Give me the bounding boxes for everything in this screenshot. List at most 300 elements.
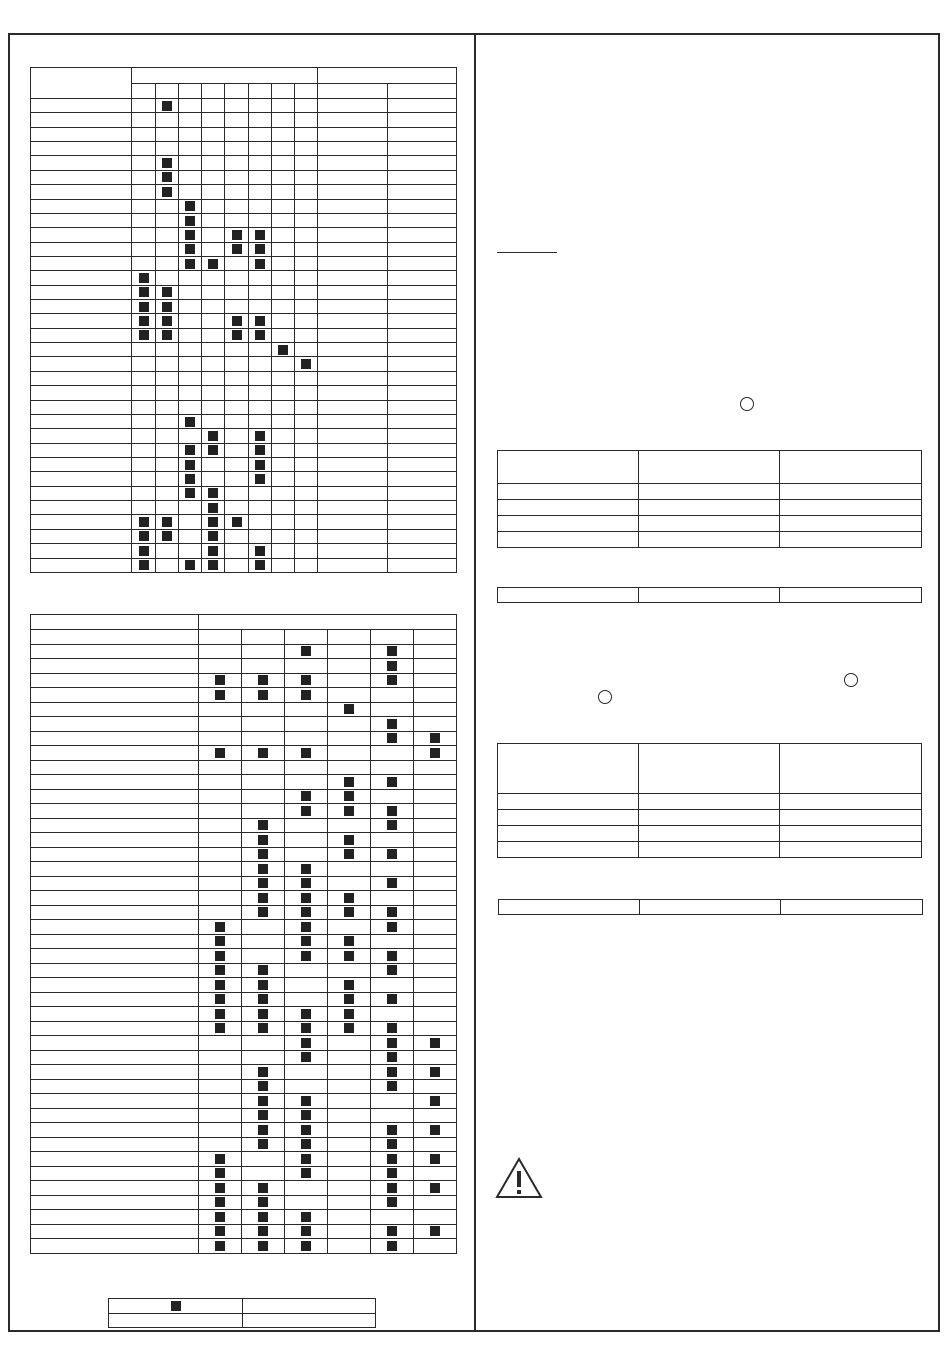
table-cell: [318, 185, 388, 199]
table-cell: [272, 185, 295, 199]
table-cell: [179, 558, 202, 572]
filled-square-icon: [258, 1139, 268, 1149]
table-cell: [328, 876, 371, 891]
table-cell: [202, 156, 225, 170]
table-cell: [132, 113, 156, 127]
switch-setting-table-1: [30, 67, 457, 573]
filled-square-icon: [208, 259, 218, 269]
table-cell: [371, 717, 414, 732]
table-cell: [132, 228, 156, 242]
table-row: [31, 702, 457, 717]
filled-square-icon: [215, 1212, 225, 1222]
table-cell: [242, 1210, 285, 1225]
warning-icon: [495, 1157, 543, 1199]
table-cell: [285, 1152, 328, 1167]
table-cell: [242, 644, 285, 659]
table-cell: [132, 357, 156, 371]
table-row: [31, 256, 457, 270]
header-cell: [31, 68, 132, 99]
filled-square-icon: [215, 951, 225, 961]
table-cell: [31, 1166, 199, 1181]
table-cell: [31, 285, 132, 299]
filled-square-icon: [208, 517, 218, 527]
table-cell: [295, 242, 318, 256]
table-cell: [414, 760, 457, 775]
table-cell: [31, 113, 132, 127]
filled-square-icon: [255, 460, 265, 470]
filled-square-icon: [430, 1154, 440, 1164]
table-cell: [285, 789, 328, 804]
header-cell: [295, 84, 318, 99]
table-cell: [199, 949, 242, 964]
table-row: [31, 1210, 457, 1225]
table-cell: [328, 1137, 371, 1152]
header-cell: [156, 84, 179, 99]
table-cell: [371, 673, 414, 688]
table-cell: [225, 127, 249, 141]
table-cell: [414, 1036, 457, 1051]
table-cell: [156, 544, 179, 558]
table-cell: [132, 457, 156, 471]
table-row: [31, 343, 457, 357]
table-cell: [285, 746, 328, 761]
table-cell: [328, 1123, 371, 1138]
table-cell: [414, 731, 457, 746]
legend-cell: [243, 1299, 376, 1314]
table-cell: [328, 1239, 371, 1254]
table-cell: [328, 630, 371, 645]
table-row: [31, 529, 457, 543]
table-cell: [318, 256, 388, 270]
table-cell: [242, 1123, 285, 1138]
table-cell: [295, 558, 318, 572]
table-cell: [225, 170, 249, 184]
table-cell: [242, 1239, 285, 1254]
table-cell: [371, 789, 414, 804]
table-cell: [781, 900, 923, 915]
table-cell: [371, 1036, 414, 1051]
table-cell: [31, 170, 132, 184]
table-cell: [31, 558, 132, 572]
filled-square-icon: [258, 965, 268, 975]
table-cell: [328, 833, 371, 848]
table-cell: [371, 963, 414, 978]
table-cell: [156, 371, 179, 385]
table-cell: [388, 185, 457, 199]
table-cell: [199, 804, 242, 819]
filled-square-icon: [185, 460, 195, 470]
table-row: [31, 659, 457, 674]
filled-square-icon: [139, 560, 149, 570]
filled-square-icon: [387, 1139, 397, 1149]
table-cell: [639, 516, 780, 532]
table-cell: [371, 833, 414, 848]
table-cell: [414, 1181, 457, 1196]
filled-square-icon: [232, 316, 242, 326]
table-cell: [328, 731, 371, 746]
filled-square-icon: [232, 517, 242, 527]
table-cell: [202, 343, 225, 357]
table-cell: [780, 500, 922, 516]
filled-square-icon: [185, 201, 195, 211]
filled-square-icon: [258, 690, 268, 700]
table-cell: [249, 113, 272, 127]
table-cell: [285, 717, 328, 732]
table-cell: [318, 472, 388, 486]
table-cell: [498, 532, 639, 548]
filled-square-icon: [258, 1125, 268, 1135]
table-cell: [414, 1210, 457, 1225]
filled-square-icon: [185, 230, 195, 240]
table-cell: [388, 213, 457, 227]
table-cell: [242, 920, 285, 935]
table-row: [31, 213, 457, 227]
filled-square-icon: [301, 675, 311, 685]
table-cell: [328, 673, 371, 688]
table-cell: [285, 891, 328, 906]
table-cell: [242, 833, 285, 848]
table-cell: [31, 127, 132, 141]
table-row: [31, 876, 457, 891]
table-cell: [156, 185, 179, 199]
table-cell: [199, 1094, 242, 1109]
table-cell: [242, 1094, 285, 1109]
table-cell: [371, 1181, 414, 1196]
table-cell: [328, 1094, 371, 1109]
filled-square-icon: [301, 806, 311, 816]
table-row: [31, 515, 457, 529]
table-cell: [249, 558, 272, 572]
table-row: [31, 228, 457, 242]
filled-square-icon: [215, 936, 225, 946]
filled-square-icon: [258, 1241, 268, 1251]
table-cell: [225, 256, 249, 270]
table-cell: [328, 644, 371, 659]
filled-square-icon: [301, 1110, 311, 1120]
header-cell: [179, 84, 202, 99]
table-cell: [31, 992, 199, 1007]
table-cell: [179, 357, 202, 371]
table-cell: [225, 300, 249, 314]
table-cell: [414, 1123, 457, 1138]
table-cell: [242, 1079, 285, 1094]
table-cell: [318, 242, 388, 256]
table-cell: [202, 256, 225, 270]
table-cell: [242, 1108, 285, 1123]
table-cell: [780, 484, 922, 500]
table-cell: [249, 199, 272, 213]
table-cell: [414, 673, 457, 688]
filled-square-icon: [258, 1226, 268, 1236]
table-cell: [328, 1036, 371, 1051]
filled-square-icon: [215, 1226, 225, 1236]
table-row: [31, 429, 457, 443]
filled-square-icon: [258, 893, 268, 903]
filled-square-icon: [301, 1125, 311, 1135]
table-cell: [202, 285, 225, 299]
switch-setting-table-2: [30, 614, 457, 1254]
table-cell: [156, 142, 179, 156]
table-cell: [414, 905, 457, 920]
table-cell: [132, 515, 156, 529]
table-cell: [371, 978, 414, 993]
table-cell: [371, 934, 414, 949]
table-cell: [388, 328, 457, 342]
table-row: [31, 1166, 457, 1181]
filled-square-icon: [162, 158, 172, 168]
table-cell: [249, 228, 272, 242]
table-cell: [388, 558, 457, 572]
table-cell: [199, 717, 242, 732]
filled-square-icon: [387, 1023, 397, 1033]
filled-square-icon: [301, 359, 311, 369]
table-cell: [414, 978, 457, 993]
table-cell: [285, 1079, 328, 1094]
table-cell: [328, 1065, 371, 1080]
table-cell: [202, 400, 225, 414]
table-cell: [31, 1094, 199, 1109]
table-cell: [225, 113, 249, 127]
table-cell: [285, 1137, 328, 1152]
table-cell: [179, 501, 202, 515]
table-cell: [249, 213, 272, 227]
filled-square-icon: [301, 791, 311, 801]
filled-square-icon: [387, 1197, 397, 1207]
table-cell: [295, 371, 318, 385]
table-cell: [202, 486, 225, 500]
table-cell: [242, 1181, 285, 1196]
table-cell: [328, 992, 371, 1007]
table-cell: [295, 457, 318, 471]
table-cell: [31, 1021, 199, 1036]
table-row: [31, 1094, 457, 1109]
table-row: [31, 371, 457, 385]
table-cell: [202, 185, 225, 199]
table-cell: [249, 127, 272, 141]
table-cell: [31, 920, 199, 935]
table-cell: [242, 1224, 285, 1239]
table-row: [31, 1021, 457, 1036]
table-cell: [780, 451, 922, 484]
table-row: [31, 357, 457, 371]
table-row: [31, 113, 457, 127]
table-cell: [31, 934, 199, 949]
table-cell: [31, 501, 132, 515]
table-cell: [249, 443, 272, 457]
table-cell: [328, 862, 371, 877]
table-row: [31, 1123, 457, 1138]
filled-square-icon: [344, 791, 354, 801]
table-cell: [202, 529, 225, 543]
table-cell: [179, 314, 202, 328]
table-cell: [318, 515, 388, 529]
table-cell: [285, 876, 328, 891]
table-cell: [179, 256, 202, 270]
filled-square-icon: [258, 835, 268, 845]
table-cell: [179, 343, 202, 357]
table-cell: [498, 826, 639, 842]
table-cell: [371, 1239, 414, 1254]
table-cell: [132, 472, 156, 486]
filled-square-icon: [255, 330, 265, 340]
table-cell: [272, 443, 295, 457]
filled-square-icon: [430, 748, 440, 758]
table-cell: [249, 343, 272, 357]
filled-square-icon: [208, 546, 218, 556]
table-cell: [225, 558, 249, 572]
table-cell: [31, 185, 132, 199]
table-row: [31, 949, 457, 964]
table-row: [31, 142, 457, 156]
table-cell: [272, 314, 295, 328]
table-cell: [295, 472, 318, 486]
table-cell: [156, 199, 179, 213]
table-cell: [318, 371, 388, 385]
table-cell: [156, 400, 179, 414]
table-cell: [199, 1152, 242, 1167]
table-cell: [31, 876, 199, 891]
table-cell: [388, 199, 457, 213]
table-cell: [156, 314, 179, 328]
table-cell: [31, 400, 132, 414]
table-cell: [242, 1036, 285, 1051]
table-row: [31, 1224, 457, 1239]
table-cell: [31, 1123, 199, 1138]
table-cell: [388, 113, 457, 127]
table-cell: [31, 804, 199, 819]
table-row: [31, 544, 457, 558]
table-cell: [388, 127, 457, 141]
table-cell: [156, 386, 179, 400]
table-cell: [498, 500, 639, 516]
table-row: [31, 300, 457, 314]
table-cell: [414, 804, 457, 819]
table-row: [31, 963, 457, 978]
table-cell: [318, 357, 388, 371]
table-cell: [31, 702, 199, 717]
table-cell: [249, 271, 272, 285]
table-cell: [272, 228, 295, 242]
table-cell: [179, 414, 202, 428]
filled-square-icon: [185, 244, 195, 254]
table-cell: [202, 515, 225, 529]
filled-square-icon: [215, 1154, 225, 1164]
table-cell: [272, 213, 295, 227]
filled-square-icon: [387, 646, 397, 656]
filled-square-icon: [255, 259, 265, 269]
filled-square-icon: [139, 273, 149, 283]
filled-square-icon: [162, 302, 172, 312]
table-cell: [202, 314, 225, 328]
table-cell: [31, 314, 132, 328]
table-cell: [498, 588, 639, 603]
table-cell: [202, 127, 225, 141]
filled-square-icon: [215, 748, 225, 758]
filled-square-icon: [208, 531, 218, 541]
table-cell: [132, 386, 156, 400]
table-cell: [132, 156, 156, 170]
filled-square-icon: [185, 216, 195, 226]
table-cell: [371, 731, 414, 746]
table-cell: [272, 486, 295, 500]
filled-square-icon: [387, 777, 397, 787]
spec-table-2-footer: [498, 899, 923, 915]
table-cell: [31, 371, 132, 385]
table-cell: [202, 328, 225, 342]
table-cell: [285, 1050, 328, 1065]
table-cell: [31, 1137, 199, 1152]
filled-square-icon: [387, 1067, 397, 1077]
table-cell: [156, 156, 179, 170]
table-cell: [242, 760, 285, 775]
table-cell: [242, 673, 285, 688]
table-cell: [414, 963, 457, 978]
table-cell: [414, 1166, 457, 1181]
filled-square-icon: [215, 1168, 225, 1178]
table-cell: [249, 386, 272, 400]
table-cell: [31, 1181, 199, 1196]
filled-square-icon: [387, 1038, 397, 1048]
table-cell: [371, 1210, 414, 1225]
table-row: [31, 775, 457, 790]
table-cell: [295, 170, 318, 184]
filled-square-icon: [387, 951, 397, 961]
table-cell: [388, 357, 457, 371]
table-cell: [31, 386, 132, 400]
table-cell: [179, 127, 202, 141]
filled-square-icon: [301, 951, 311, 961]
table-cell: [156, 228, 179, 242]
table-cell: [199, 1239, 242, 1254]
table-cell: [295, 400, 318, 414]
table-cell: [285, 760, 328, 775]
table-cell: [371, 775, 414, 790]
table-cell: [371, 992, 414, 1007]
table-cell: [31, 949, 199, 964]
table-cell: [328, 1210, 371, 1225]
table-cell: [318, 414, 388, 428]
table-cell: [414, 1065, 457, 1080]
table-cell: [285, 905, 328, 920]
table-cell: [156, 443, 179, 457]
table-cell: [639, 744, 780, 794]
table-cell: [388, 443, 457, 457]
table-cell: [179, 371, 202, 385]
table-cell: [31, 300, 132, 314]
table-cell: [328, 688, 371, 703]
table-cell: [31, 414, 132, 428]
filled-square-icon: [344, 835, 354, 845]
filled-square-icon: [258, 1009, 268, 1019]
table-cell: [199, 1007, 242, 1022]
table-cell: [639, 826, 780, 842]
table-row: [31, 328, 457, 342]
table-cell: [414, 1050, 457, 1065]
table-cell: [285, 992, 328, 1007]
filled-square-icon: [387, 878, 397, 888]
table-cell: [242, 659, 285, 674]
filled-square-icon: [139, 302, 149, 312]
table-cell: [414, 1021, 457, 1036]
table-cell: [156, 414, 179, 428]
table-cell: [156, 429, 179, 443]
table-cell: [414, 920, 457, 935]
filled-square-icon: [232, 230, 242, 240]
filled-square-icon: [258, 864, 268, 874]
table-cell: [295, 515, 318, 529]
table-cell: [31, 213, 132, 227]
table-row: [31, 501, 457, 515]
